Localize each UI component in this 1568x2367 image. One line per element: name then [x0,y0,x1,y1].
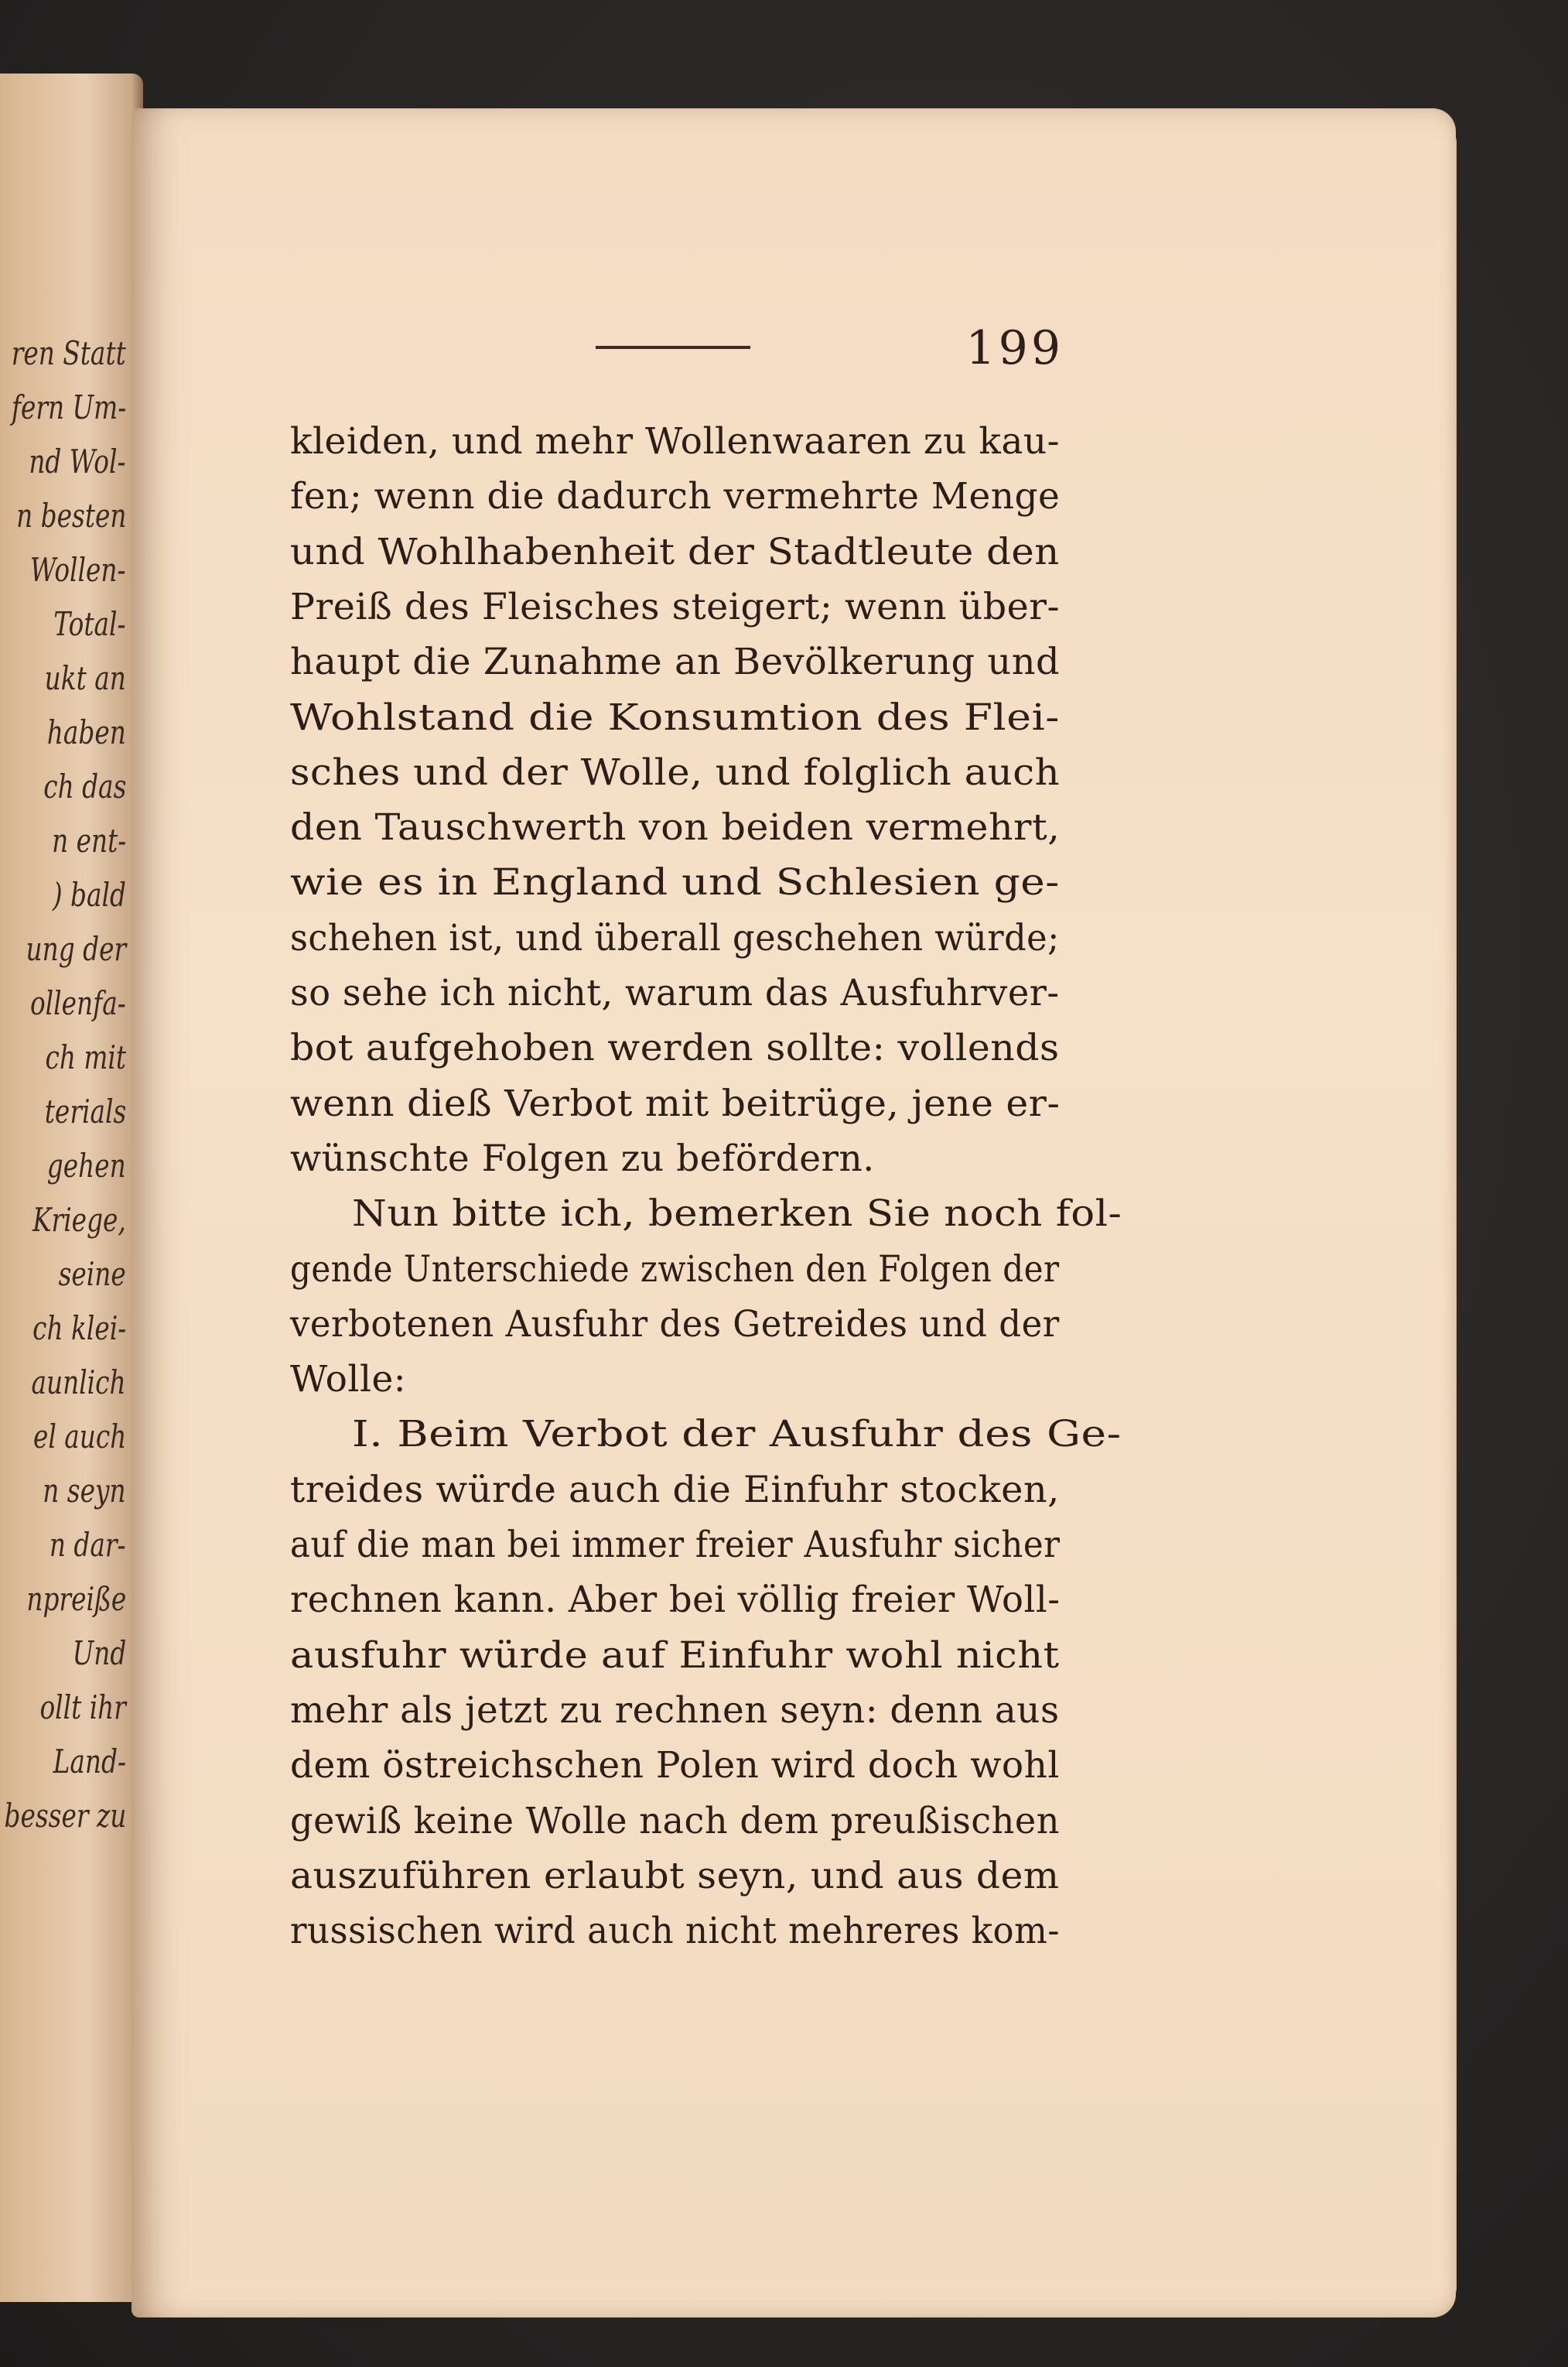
text-line-content: ausfuhr würde auf Einfuhr wohl nicht [290,1633,1060,1677]
left-page-line: Total- [53,605,126,643]
text-line [290,1852,1060,1900]
text-line-content: russischen wird auch nicht mehreres kom- [290,1910,1061,1953]
text-line-content: Wolle: [290,1358,407,1401]
text-line [290,473,1060,521]
left-page-line: ch mit [45,1038,126,1076]
text-line [290,1521,1060,1569]
left-page-line: terials [44,1093,126,1130]
text-line [290,749,1060,797]
text-line [290,418,1060,466]
text-line [290,859,1060,907]
left-page-line: ollt ihr [39,1688,126,1726]
left-page-line: ren Statt [11,334,126,372]
text-line [290,1466,1060,1514]
text-line-content: gende Unterschiede zwischen den Folgen der [290,1247,1060,1291]
text-line-content: verbotenen Ausfuhr des Getreides und der [290,1302,1060,1346]
text-line [290,1190,1122,1238]
left-page-line: haben [46,713,126,751]
left-page-line: ch das [43,768,126,806]
text-line [290,638,1060,686]
left-page-line: besser zu [4,1797,126,1835]
text-line-content: kleiden, und mehr Wollenwaaren zu kau- [290,420,1060,463]
text-line [290,915,1060,963]
text-line-content: wünschte Folgen zu befördern. [290,1137,875,1180]
text-line-content: haupt die Zunahme an Bevölkerung und [290,641,1061,684]
text-line-content: mehr als jetzt zu rechnen seyn: denn aus [290,1688,1060,1732]
text-line [290,1024,1060,1072]
text-line-content: dem östreichschen Polen wird doch wohl [290,1744,1060,1787]
text-line-content: auf die man bei immer freier Ausfuhr sicher [290,1524,1061,1566]
text-line-content: schehen ist, und überall geschehen würde; [290,916,1060,959]
text-line-content: treides würde auch die Einfuhr stocken, [290,1468,1060,1511]
text-line-content: fen; wenn die dadurch vermehrte Menge [290,475,1061,518]
text-line [290,1301,1060,1349]
left-page-line: n ent- [51,822,126,860]
left-page-line: n dar- [50,1526,126,1564]
left-page-line: Und [72,1634,126,1672]
text-line [290,1411,1122,1459]
left-page-line: ollenfa- [30,984,126,1022]
left-page-line: Wollen- [30,551,126,589]
left-page-line: Land- [53,1743,126,1780]
text-line [290,1576,1060,1624]
left-page-line: seine [58,1255,126,1293]
left-page-edge [0,74,143,2302]
text-line [290,1687,1060,1735]
left-page-line: ) bald [52,876,126,914]
page-number: 199 [965,321,1064,375]
text-line-content: auszuführen erlaubt seyn, und aus dem [290,1854,1060,1897]
left-page-line: n besten [15,497,126,535]
text-line [290,1632,1060,1680]
left-page-line: ukt an [44,659,126,697]
left-page-line: npreiße [26,1580,126,1618]
left-page-line: gehen [47,1147,126,1185]
text-line-content: gewiß keine Wolle nach dem preußischen [290,1799,1060,1842]
text-line-content: rechnen kann. Aber bei völlig freier Woll- [290,1579,1061,1622]
text-line-content: sches und der Wolle, und folglich auch [290,751,1061,794]
text-line [290,1907,1060,1955]
left-page-line: fern Um- [11,388,126,426]
text-line-content: wie es in England und Schlesien ge- [290,861,1060,905]
text-line-content: wenn dieß Verbot mit beitrüge, jene er- [290,1082,1061,1125]
text-line [290,1356,1060,1404]
text-line-content: Preiß des Fleisches steigert; wenn über- [290,585,1061,628]
text-line-content: I. Beim Verbot der Ausfuhr des Ge- [352,1413,1122,1456]
left-page-line: el auch [32,1418,126,1455]
text-line-content: Wohlstand die Konsumtion des Flei- [290,696,1061,739]
text-line [290,1135,1060,1183]
left-page-line: n seyn [43,1472,126,1510]
left-page-line: nd Wol- [29,443,126,481]
text-line [290,694,1060,742]
text-line-content: und Wohlhabenheit der Stadtleute den [290,530,1060,573]
left-page-line: aunlich [31,1363,126,1401]
text-line [290,970,1060,1018]
left-page-line: ung der [26,930,126,968]
text-line [290,1742,1060,1790]
text-line [290,1080,1060,1128]
text-line [290,1246,1060,1294]
text-line [290,528,1060,576]
left-page-line: Kriege, [32,1201,126,1239]
text-line-content: den Tauschwerth von beiden vermehrt, [290,806,1061,850]
text-line-content: Nun bitte ich, bemerken Sie noch fol- [352,1192,1122,1236]
text-line-content: so sehe ich nicht, warum das Ausfuhrver- [290,972,1060,1014]
text-line [290,804,1060,852]
left-page-line: ch klei- [32,1309,126,1347]
text-line-content: bot aufgehoben werden sollte: vollends [290,1027,1060,1070]
text-line [290,1797,1060,1845]
text-line [290,583,1060,631]
header-rule [596,346,750,349]
